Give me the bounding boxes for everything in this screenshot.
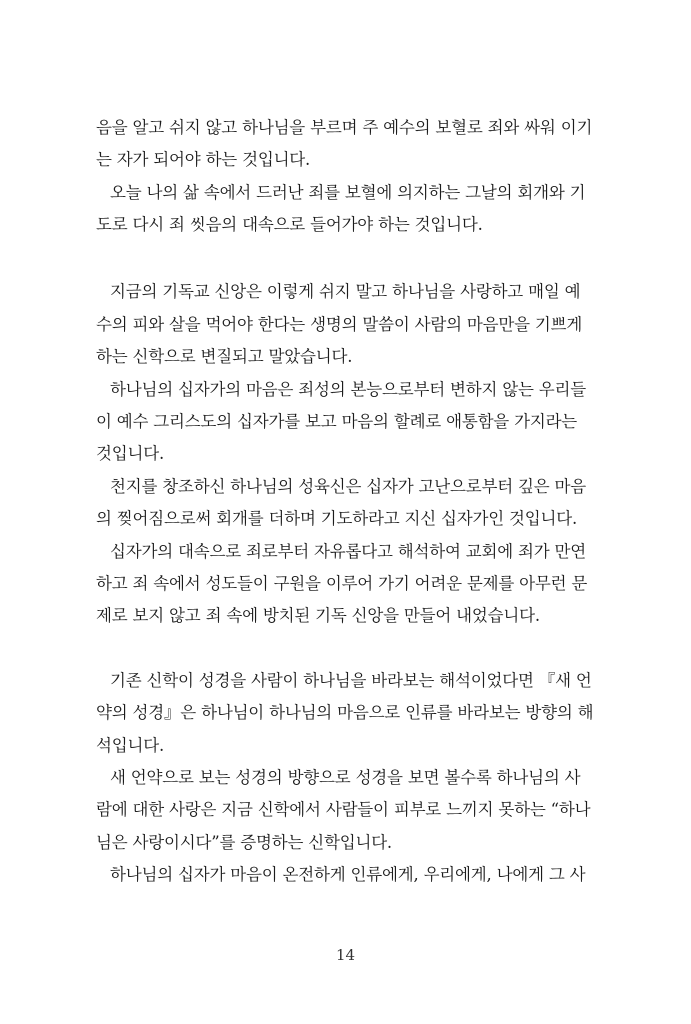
text-line: 하나님의 십자가의 마음은 죄성의 본능으로부터 변하지 않는 우리들 bbox=[110, 380, 587, 399]
page-number: 14 bbox=[335, 946, 356, 964]
text-line: 의 찢어짐으로써 회개를 더하며 기도하라고 지신 십자가인 것입니다. bbox=[96, 509, 578, 528]
text-line: 님은 사랑이시다”를 증명하는 신학입니다. bbox=[96, 833, 392, 852]
text-line: 석입니다. bbox=[96, 736, 165, 755]
text-line: 천지를 창조하신 하나님의 성육신은 십자가 고난으로부터 깊은 마음 bbox=[110, 477, 587, 496]
text-line: 약의 성경』은 하나님이 하나님의 마음으로 인류를 바라보는 방향의 해 bbox=[96, 703, 594, 722]
text-line: 것입니다. bbox=[96, 444, 165, 463]
text-line: 기존 신학이 성경을 사람이 하나님을 바라보는 해석이었다면 『새 언 bbox=[110, 671, 592, 690]
text-line: 십자가의 대속으로 죄로부터 자유롭다고 해석하여 교회에 죄가 만연 bbox=[110, 542, 587, 561]
text-line: 제로 보지 않고 죄 속에 방치된 기독 신앙을 만들어 내었습니다. bbox=[96, 606, 540, 625]
text-line: 도로 다시 죄 씻음의 대속으로 들어가야 하는 것입니다. bbox=[96, 215, 483, 234]
text-line: 람에 대한 사랑은 지금 신학에서 사람들이 피부로 느끼지 못하는 “하나 bbox=[96, 800, 591, 819]
text-line: 오늘 나의 삶 속에서 드러난 죄를 보혈에 의지하는 그날의 회개와 기 bbox=[110, 183, 586, 202]
text-line: 하는 신학으로 변질되고 말았습니다. bbox=[96, 347, 353, 366]
text-line: 음을 알고 쉬지 않고 하나님을 부르며 주 예수의 보혈로 죄와 싸워 이기 bbox=[96, 118, 593, 137]
text-line: 하고 죄 속에서 성도들이 구원을 이루어 가기 어려운 문제를 아무런 문 bbox=[96, 574, 588, 593]
text-line: 수의 피와 살을 먹어야 한다는 생명의 말씀이 사람의 마음만을 기쁘게 bbox=[96, 315, 583, 334]
text-line: 는 자가 되어야 하는 것입니다. bbox=[96, 150, 311, 169]
text-line: 하나님의 십자가 마음이 온전하게 인류에게, 우리에게, 나에게 그 사 bbox=[110, 865, 586, 884]
text-line: 새 언약으로 보는 성경의 방향으로 성경을 보면 볼수록 하나님의 사 bbox=[110, 768, 581, 787]
text-line: 지금의 기독교 신앙은 이렇게 쉬지 말고 하나님을 사랑하고 매일 예 bbox=[110, 282, 581, 301]
text-line: 이 예수 그리스도의 십자가를 보고 마음의 할례로 애통함을 가지라는 bbox=[96, 412, 578, 431]
